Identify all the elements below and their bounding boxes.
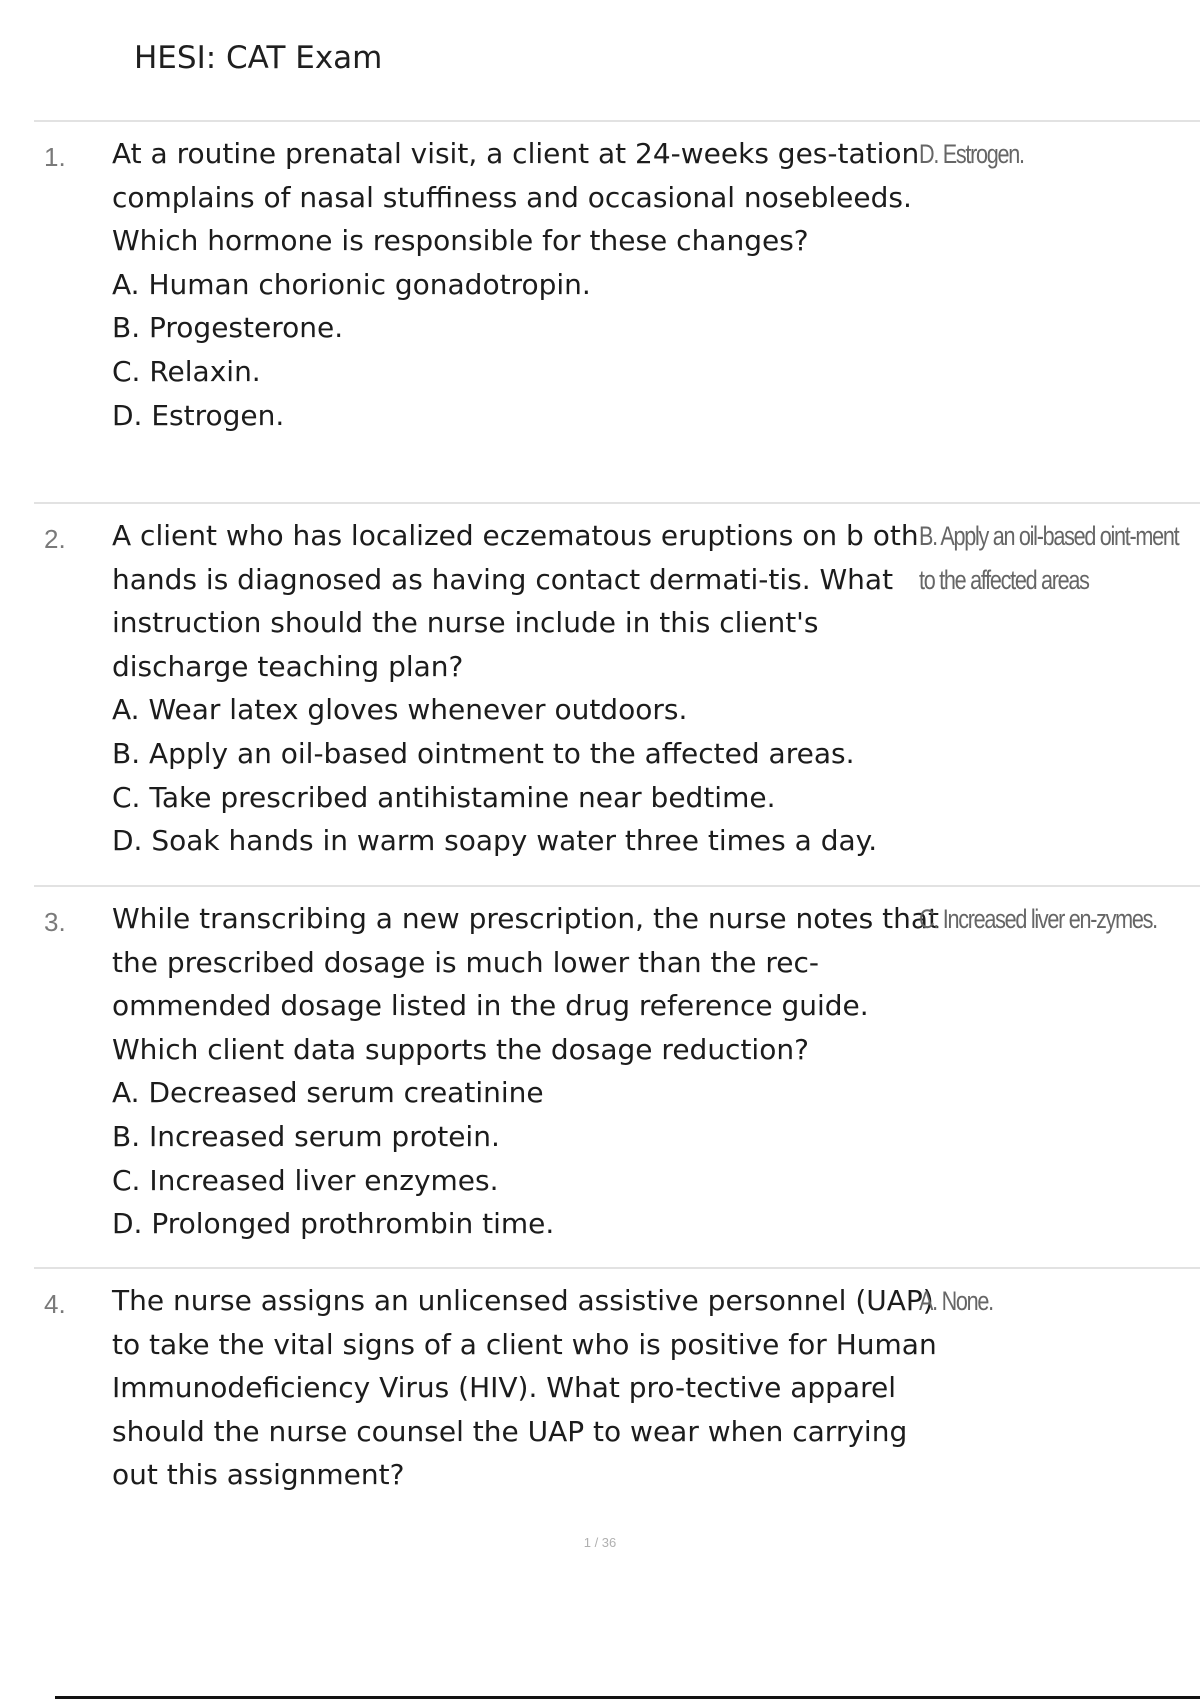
question-body [112,1279,957,1497]
question-body [112,514,957,863]
correct-answer: A. None. [919,1286,993,1316]
question-body [112,132,957,437]
correct-answer: B. Apply an oil-based oint-ment to the affected areas [919,521,1179,595]
answer-option: D. Estrogen. [112,398,285,432]
question-text: At a routine prenatal visit, a client at 24-weeks ges-tation complains of nasal stuffiness and occasional nosebleeds. Which hormone is responsible for these changes? [112,137,920,258]
answer-option: B. Increased serum protein. [112,1119,500,1153]
answer-option: A. Wear latex gloves whenever outdoors. [112,693,688,727]
answer-option: B. Apply an oil-based ointment to the affected areas. [112,736,855,770]
answer-option: D. Soak hands in warm soapy water three times a day. [112,824,878,858]
bottom-divider [55,1696,1200,1699]
question-card [34,1267,1200,1519]
page-number: 1 / 36 [583,1535,617,1550]
answer-option: D. Prolonged prothrombin time. [112,1207,555,1241]
question-body [112,897,957,1246]
question-card [34,120,1200,502]
question-text: A client who has localized eczematous eruptions on b oth hands is diagnosed as having contact dermati-tis. What instruction should the nurse include in this client's discharge teaching plan? [112,519,919,683]
question-number: 4. [44,1289,66,1319]
correct-answer: C. Increased liver en-zymes. [919,904,1157,934]
question-card [34,885,1200,1267]
question-card [34,502,1200,884]
answer-option: A. Human chorionic gonadotropin. [112,267,591,301]
answer-option: C. Increased liver enzymes. [112,1163,499,1197]
correct-answer: D. Estrogen. [919,139,1024,169]
page-title: HESI: CAT Exam [134,40,383,76]
question-text: The nurse assigns an unlicensed assistive personnel (UAP) to take the vital signs of a client who is positive for Human Immunodeficiency Virus (HIV). What pro-tective apparel should the nurse counsel the UAP to wear when carrying out this assignment? [112,1284,937,1492]
answer-option: A. Decreased serum creatinine [112,1076,544,1110]
answer-option: C. Take prescribed antihistamine near bedtime. [112,780,776,814]
answer-option: B. Progesterone. [112,311,344,345]
answer-option: C. Relaxin. [112,354,261,388]
question-text: While transcribing a new prescription, the nurse notes that the prescribed dosage is much lower than the rec-ommended dosage listed in the drug reference guide. Which client data supports the dosage reduction? [112,902,939,1066]
question-number: 1. [44,142,66,172]
question-number: 2. [44,524,66,554]
question-number: 3. [44,907,66,937]
